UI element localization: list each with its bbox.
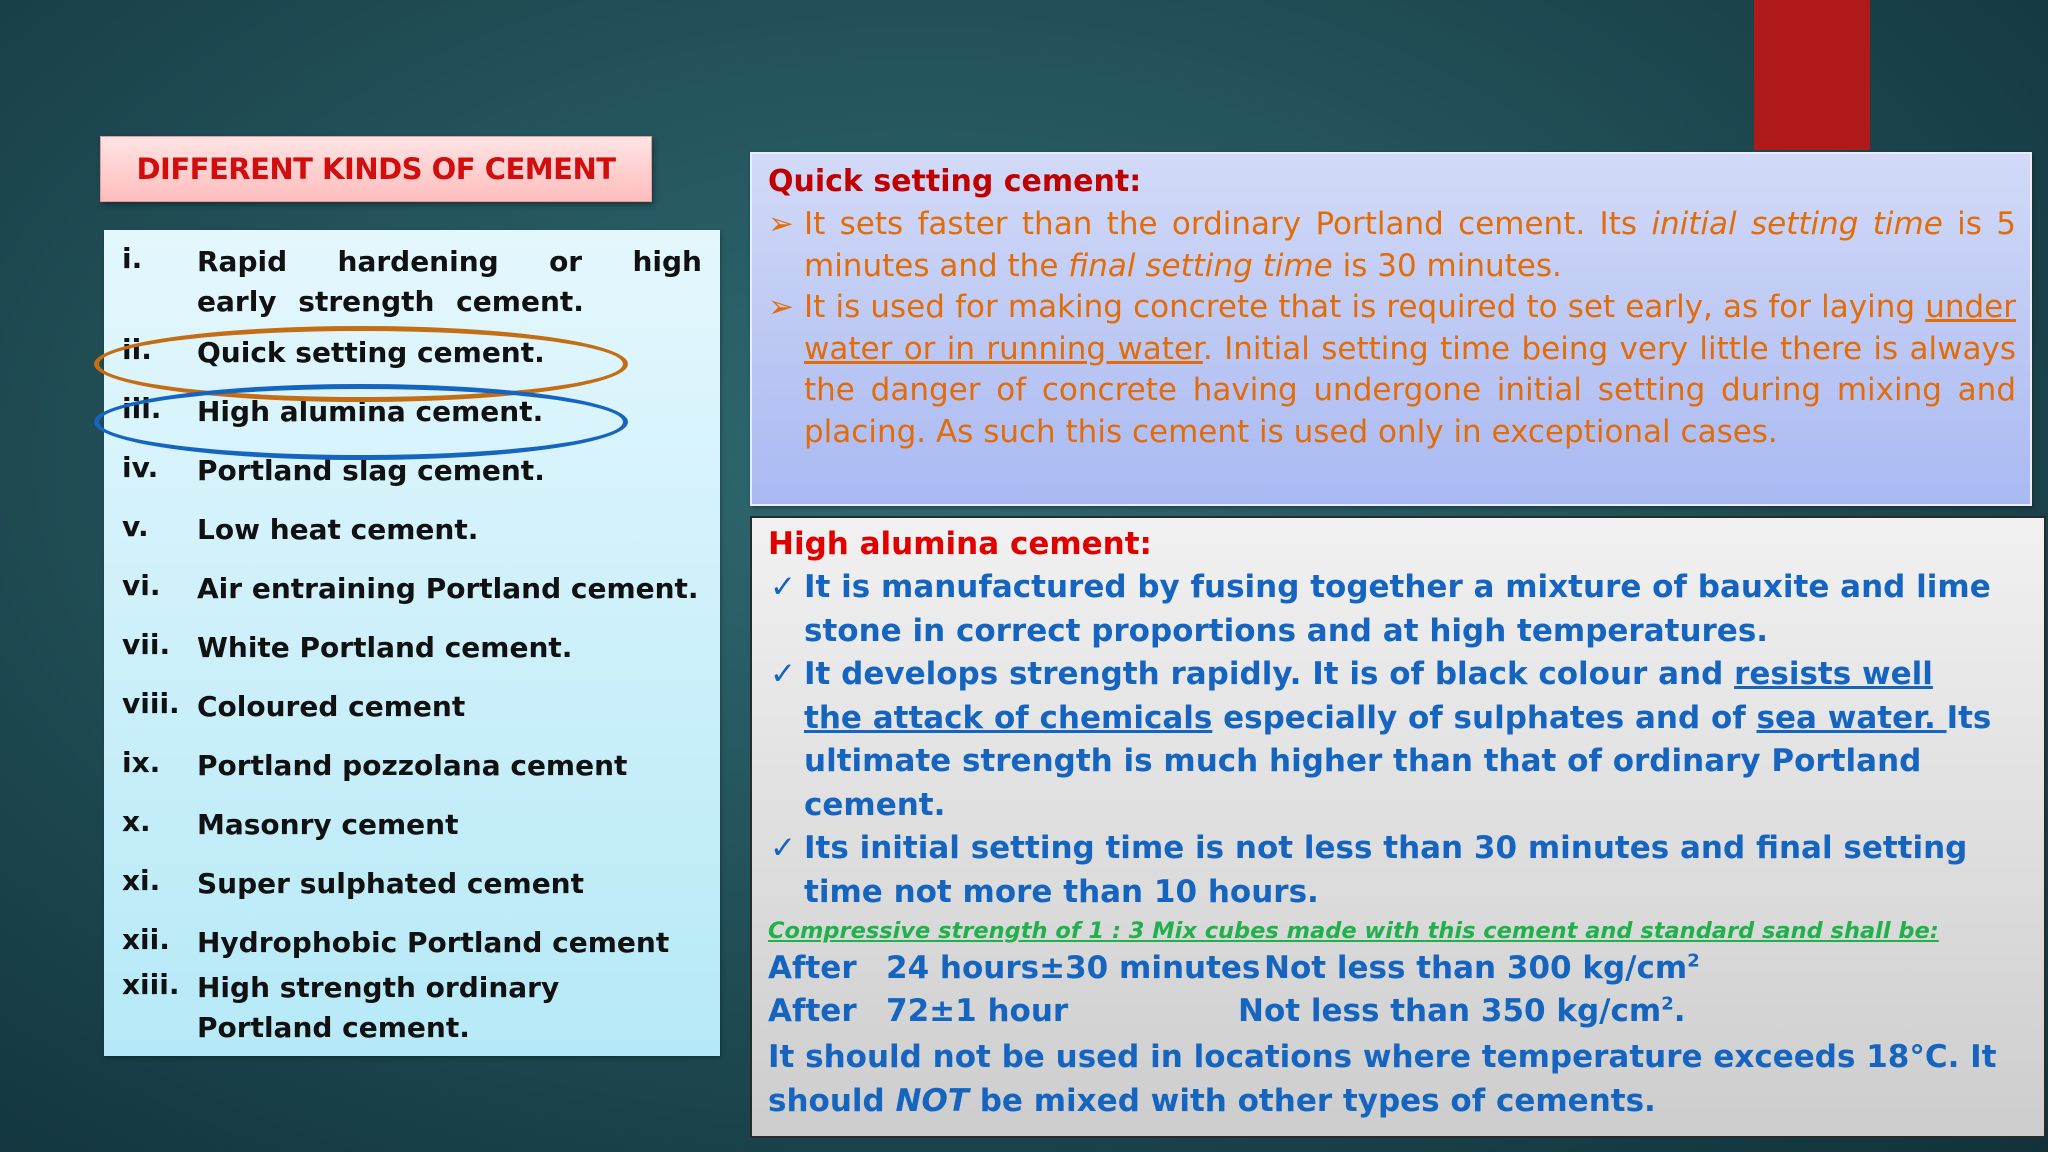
list-item-number: i. bbox=[122, 242, 143, 275]
high-alumina-point bbox=[770, 653, 1994, 827]
text-run: . Initial setting time being very little there is always the danger of concrete having undergone initial setting during mixing and placing. As such this cement is used only in exceptional cases. bbox=[804, 330, 2016, 450]
list-item-number: vi. bbox=[122, 569, 161, 602]
checkmark-icon: ✓ bbox=[770, 830, 796, 866]
strength-row bbox=[768, 950, 857, 986]
title-box bbox=[100, 136, 652, 202]
arrow-bullet-icon: ➢ bbox=[768, 289, 794, 325]
list-item-text: Portland slag cement. bbox=[197, 454, 545, 487]
text-run-italic: NOT bbox=[895, 1082, 969, 1119]
superscript: 2 bbox=[1687, 950, 1700, 972]
text-run: It is manufactured by fusing together a mixture of bauxite and lime stone in correct proportions and at high temperatures. bbox=[804, 569, 1991, 649]
quick-setting-box bbox=[750, 152, 2032, 506]
quick-setting-title: Quick setting cement: bbox=[768, 164, 1142, 199]
strength-row-label: After bbox=[768, 993, 857, 1029]
list-item-text: Hydrophobic Portland cement bbox=[197, 926, 670, 959]
arrow-bullet-icon: ➢ bbox=[768, 206, 794, 242]
text-run: is 5 minutes and the bbox=[804, 206, 2016, 284]
list-item-text: Quick setting cement. bbox=[197, 336, 545, 369]
strength-row-requirement bbox=[1238, 993, 1686, 1029]
list-item-text: Coloured cement bbox=[197, 690, 466, 723]
quick-setting-point bbox=[768, 287, 2016, 453]
text-run: especially of sulphates and of bbox=[1212, 699, 1757, 736]
list-item-number: xiii. bbox=[122, 968, 180, 1001]
high-alumina-title: High alumina cement: bbox=[768, 526, 1152, 562]
list-item-text: Air entraining Portland cement. bbox=[197, 572, 699, 605]
compressive-strength-heading: Compressive strength of 1 : 3 Mix cubes made with this cement and standard sand shall be: bbox=[768, 918, 1939, 944]
list-item-number: vii. bbox=[122, 628, 171, 661]
list-item-text: Masonry cement bbox=[197, 808, 459, 841]
list-item-text: High alumina cement. bbox=[197, 395, 544, 428]
text-run: It develops strength rapidly. It is of black colour and bbox=[804, 656, 1735, 692]
text-run-underlined: under water or in running water bbox=[804, 289, 2016, 367]
text-run: It sets faster than the ordinary Portland cement. Its bbox=[804, 206, 1652, 242]
list-item-number: ix. bbox=[122, 746, 161, 779]
high-alumina-point bbox=[770, 566, 1994, 653]
strength-row bbox=[768, 993, 857, 1029]
text-run-italic: final setting time bbox=[1068, 247, 1333, 284]
red-accent-bar bbox=[1754, 0, 1870, 150]
text-run: Its initial setting time is not less than 30 minutes and final setting time not more than 10 hours. bbox=[804, 830, 1968, 910]
text-run: Its ultimate strength is much higher than that of ordinary Portland cement. bbox=[804, 699, 1992, 823]
strength-row-time: 72±1 hour bbox=[886, 993, 1069, 1029]
strength-row-requirement bbox=[1264, 950, 1700, 986]
high-alumina-point bbox=[770, 827, 1994, 914]
text-run: is 30 minutes. bbox=[1332, 247, 1562, 284]
list-item-number: iii. bbox=[122, 392, 162, 425]
text-run: It is used for making concrete that is required to set early, as for laying bbox=[804, 289, 1926, 325]
list-item-number: viii. bbox=[122, 687, 180, 720]
strength-row-time: 24 hours±30 minutes bbox=[886, 950, 1261, 986]
checkmark-icon: ✓ bbox=[770, 656, 796, 692]
high-alumina-note bbox=[768, 1036, 2008, 1123]
list-item-text: White Portland cement. bbox=[197, 631, 573, 664]
list-item-text: Portland pozzolana cement bbox=[197, 749, 628, 782]
list-item-number: xi. bbox=[122, 864, 161, 897]
text-run: It should not be used in locations where temperature exceeds 18°C. It should bbox=[768, 1039, 1997, 1119]
text-run-italic: initial setting time bbox=[1651, 206, 1943, 242]
text-run-underlined: resists well the attack of chemicals bbox=[804, 656, 1933, 736]
text-run: Not less than 300 kg/cm bbox=[1264, 950, 1688, 986]
text-run: Not less than 350 kg/cm bbox=[1238, 993, 1662, 1029]
slide-title: DIFFERENT KINDS OF CEMENT bbox=[136, 152, 616, 186]
list-item-text: Super sulphated cement bbox=[197, 867, 584, 900]
list-item-text: Low heat cement. bbox=[197, 513, 479, 546]
quick-setting-point bbox=[768, 204, 2016, 287]
high-alumina-box bbox=[750, 516, 2046, 1138]
superscript: 2 bbox=[1661, 993, 1674, 1015]
text-run-underlined: sea water. bbox=[1756, 699, 1947, 736]
list-item-number: v. bbox=[122, 510, 149, 543]
text-run: . bbox=[1673, 993, 1686, 1029]
cement-types-list bbox=[104, 230, 720, 1056]
text-run: be mixed with other types of cements. bbox=[968, 1082, 1656, 1119]
list-item-text: High strength ordinary Portland cement. bbox=[197, 971, 560, 1044]
list-item-number: xii. bbox=[122, 923, 170, 956]
list-item-number: x. bbox=[122, 805, 151, 838]
checkmark-icon: ✓ bbox=[770, 569, 796, 605]
list-item-number: iv. bbox=[122, 451, 159, 484]
list-item-number: ii. bbox=[122, 333, 152, 366]
list-item-text: Rapid hardening or high early strength cement. bbox=[197, 245, 702, 318]
strength-row-label: After bbox=[768, 950, 857, 986]
